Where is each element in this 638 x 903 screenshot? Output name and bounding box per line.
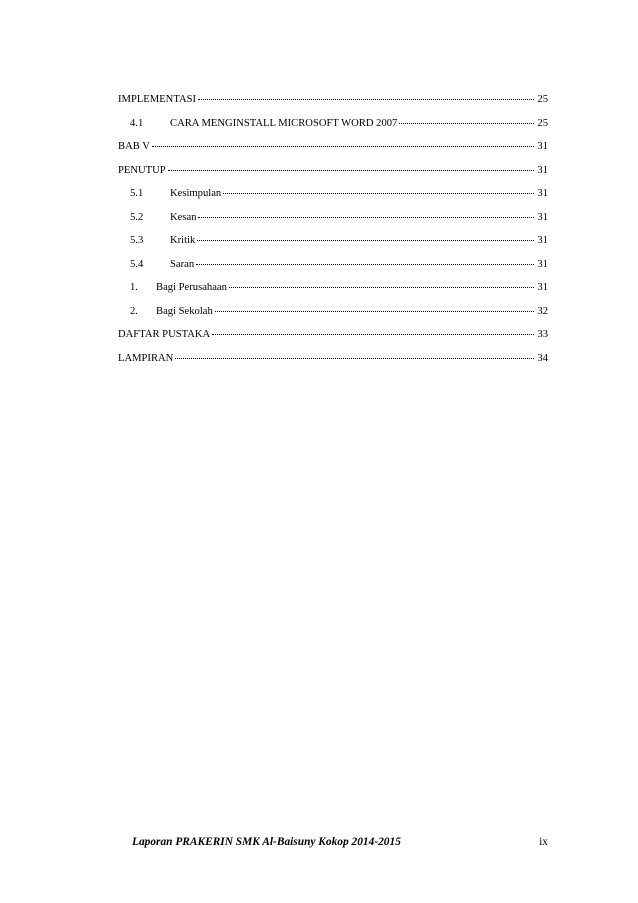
- toc-entry-page: 31: [537, 235, 548, 246]
- toc-entry-page: 32: [537, 305, 548, 317]
- toc-entry-page: 31: [537, 188, 548, 199]
- dot-leader: [229, 286, 534, 288]
- toc-entry-number: 5.3: [130, 235, 144, 246]
- dot-leader: [198, 98, 534, 100]
- toc-entry-bab-v[interactable]: [118, 137, 548, 161]
- dot-leader: [223, 192, 534, 194]
- toc-entry-page: 31: [537, 258, 548, 270]
- toc-entry-title: Kritik: [170, 235, 196, 246]
- toc-entry-number: 5.1: [130, 188, 144, 199]
- toc-entry-title: IMPLEMENTASI: [118, 94, 197, 105]
- toc-entry-number: 1.: [130, 282, 138, 293]
- footer-page-number: ix: [539, 836, 548, 848]
- dot-leader: [175, 357, 534, 359]
- dot-leader: [399, 122, 534, 124]
- table-of-contents: [118, 90, 548, 372]
- toc-entry-lampiran[interactable]: [118, 349, 548, 373]
- toc-entry-title: BAB V: [118, 141, 150, 152]
- toc-entry-title: PENUTUP: [118, 164, 166, 176]
- dot-leader: [198, 216, 534, 218]
- dot-leader: [168, 169, 534, 171]
- toc-entry-number: 5.2: [130, 211, 144, 223]
- toc-entry-bagi-sekolah[interactable]: [118, 302, 548, 326]
- toc-entry-5-1[interactable]: [118, 184, 548, 208]
- toc-entry-title: CARA MENGINSTALL MICROSOFT WORD 2007: [170, 117, 398, 129]
- footer-title: Laporan PRAKERIN SMK Al-Baisuny Kokop 2014-2015: [132, 836, 401, 848]
- dot-leader: [215, 310, 534, 312]
- dot-leader: [197, 239, 534, 241]
- toc-entry-title: Kesan: [170, 211, 197, 223]
- toc-entry-number: 2.: [130, 305, 138, 317]
- toc-entry-page: 33: [537, 329, 548, 340]
- toc-entry-title: DAFTAR PUSTAKA: [118, 329, 211, 340]
- toc-entry-page: 34: [537, 352, 548, 364]
- toc-entry-4-1[interactable]: [118, 114, 548, 138]
- toc-entry-page: 25: [537, 94, 548, 105]
- toc-entry-number: 5.4: [130, 258, 144, 270]
- toc-entry-5-3[interactable]: [118, 231, 548, 255]
- toc-entry-title: LAMPIRAN: [118, 352, 174, 364]
- toc-entry-page: 31: [537, 282, 548, 293]
- toc-entry-bagi-perusahaan[interactable]: [118, 278, 548, 302]
- toc-entry-page: 31: [537, 164, 548, 176]
- toc-entry-page: 31: [537, 211, 548, 223]
- toc-entry-implementasi[interactable]: [118, 90, 548, 114]
- toc-entry-page: 31: [537, 141, 548, 152]
- toc-entry-title: Bagi Sekolah: [156, 305, 213, 317]
- toc-entry-page: 25: [537, 117, 548, 129]
- toc-entry-5-2[interactable]: [118, 208, 548, 232]
- toc-entry-title: Saran: [170, 258, 195, 270]
- page-footer: [132, 836, 548, 848]
- dot-leader: [152, 145, 534, 147]
- dot-leader: [212, 333, 534, 335]
- toc-entry-title: Bagi Perusahaan: [156, 282, 227, 293]
- dot-leader: [196, 263, 534, 265]
- toc-entry-5-4[interactable]: [118, 255, 548, 279]
- toc-entry-penutup[interactable]: [118, 161, 548, 185]
- toc-entry-daftar-pustaka[interactable]: [118, 325, 548, 349]
- toc-entry-number: 4.1: [130, 117, 144, 129]
- toc-entry-title: Kesimpulan: [170, 188, 222, 199]
